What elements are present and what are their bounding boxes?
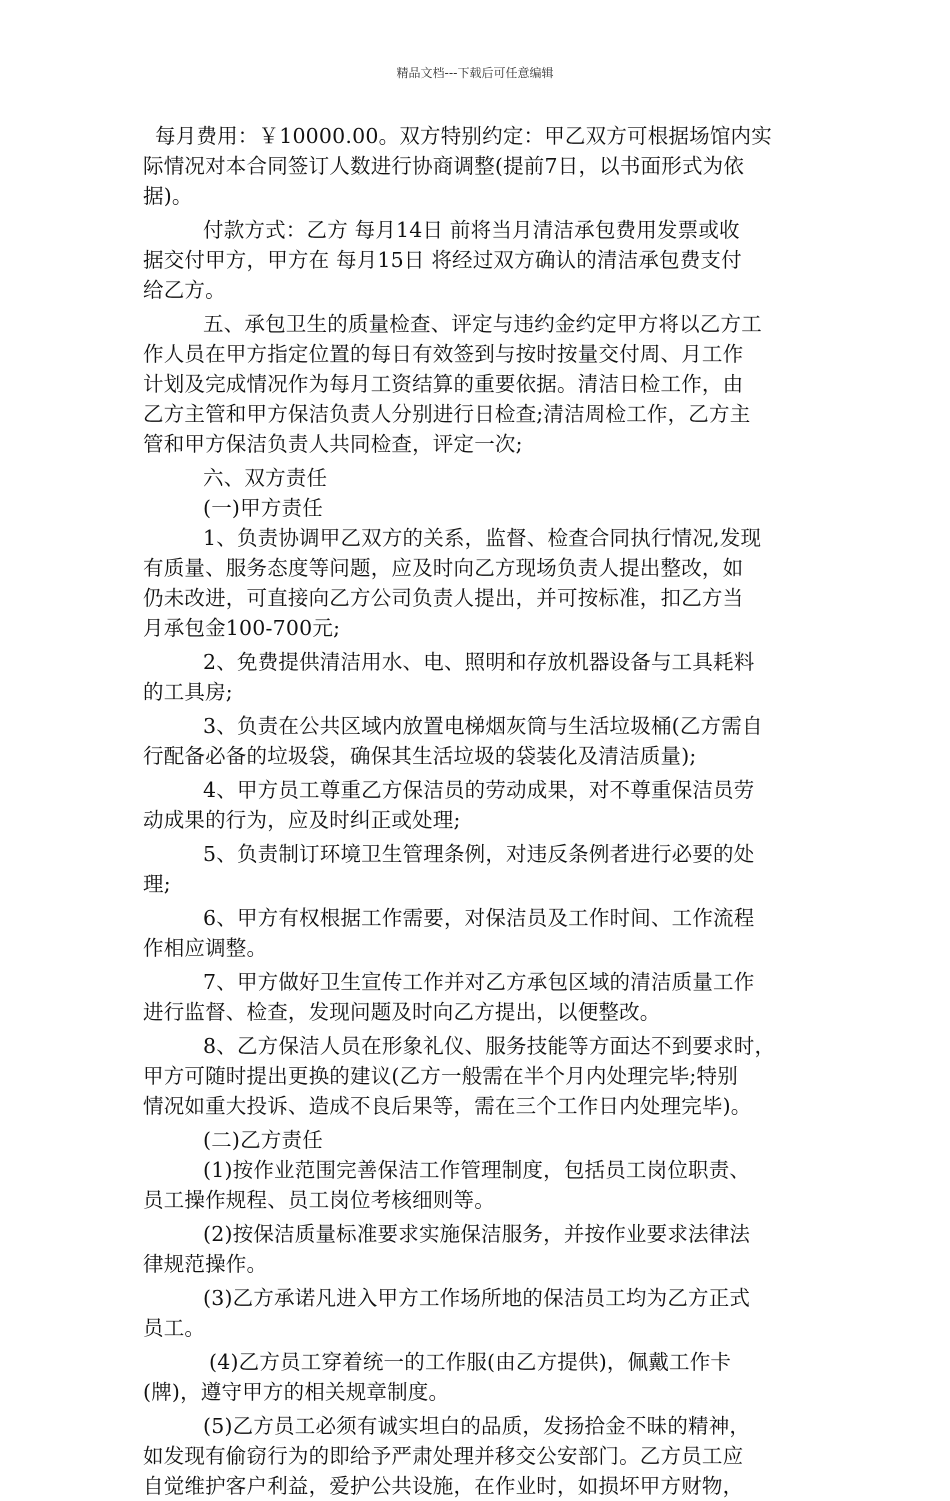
document-body [143,121,813,1501]
paragraph-line: (1)按作业范围完善保洁工作管理制度，包括员工岗位职责、 [203,1158,751,1182]
paragraph-line: 据)。 [143,184,193,208]
paragraph-line: 付款方式：乙方 每月14日 前将当月清洁承包费用发票或收 [203,218,740,242]
paragraph-line: 7、甲方做好卫生宣传工作并对乙方承包区域的清洁质量工作 [203,970,755,994]
subsection-heading: (二)乙方责任 [203,1128,323,1152]
paragraph-line: (4)乙方员工穿着统一的工作服(由乙方提供)，佩戴工作卡 [209,1350,732,1374]
paragraph-line: 作相应调整。 [143,936,268,960]
paragraph-line: 情况如重大投诉、造成不良后果等，需在三个工作日内处理完毕)。 [143,1094,752,1118]
paragraph-line: (5)乙方员工必须有诚实坦白的品质，发扬拾金不昧的精神， [203,1414,751,1438]
paragraph-line: 乙方主管和甲方保洁负责人分别进行日检查;清洁周检工作，乙方主 [143,402,751,426]
paragraph-line: 月承包金100-700元; [143,616,341,640]
paragraph-line: 甲方可随时提出更换的建议(乙方一般需在半个月内处理完毕;特别 [143,1064,738,1088]
paragraph-line: (牌)，遵守甲方的相关规章制度。 [143,1380,450,1404]
paragraph-line: 作人员在甲方指定位置的每日有效签到与按时按量交付周、月工作 [143,342,744,366]
page-header: 精品文档---下载后可任意编辑 [396,66,554,80]
paragraph-line: 的工具房; [143,680,233,704]
paragraph-line: 如发现有偷窃行为的即给予严肃处理并移交公安部门。乙方员工应 [143,1444,744,1468]
paragraph-line: 员工。 [143,1316,206,1340]
paragraph-line: 理; [143,872,171,896]
paragraph-line: 管和甲方保洁负责人共同检查，评定一次; [143,432,523,456]
subsection-heading: (一)甲方责任 [203,496,323,520]
paragraph-line: 自觉维护客户利益，爱护公共设施，在作业时，如损坏甲方财物， [143,1474,744,1498]
paragraph-line: (2)按保洁质量标准要求实施保洁服务，并按作业要求法律法 [203,1222,751,1246]
paragraph-line: 8、乙方保洁人员在形象礼仪、服务技能等方面达不到要求时， [203,1034,776,1058]
paragraph-line: 每月费用：￥10000.00。双方特别约定：甲乙双方可根据场馆内实 [155,124,772,148]
paragraph-line: 律规范操作。 [143,1252,268,1276]
paragraph-line: 据交付甲方，甲方在 每月15日 将经过双方确认的清洁承包费支付 [143,248,742,272]
paragraph-line: 员工操作规程、员工岗位考核细则等。 [143,1188,495,1212]
section-heading: 六、双方责任 [203,466,328,490]
paragraph-line: (3)乙方承诺凡进入甲方工作场所地的保洁员工均为乙方正式 [203,1286,751,1310]
paragraph-line: 行配备必备的垃圾袋，确保其生活垃圾的袋装化及清洁质量); [143,744,697,768]
paragraph-line: 2、免费提供清洁用水、电、照明和存放机器设备与工具耗料 [203,650,755,674]
paragraph-line: 动成果的行为，应及时纠正或处理; [143,808,461,832]
paragraph-line: 五、承包卫生的质量检查、评定与违约金约定甲方将以乙方工 [203,312,762,336]
paragraph-line: 4、甲方员工尊重乙方保洁员的劳动成果，对不尊重保洁员劳 [203,778,755,802]
paragraph-line: 3、负责在公共区域内放置电梯烟灰筒与生活垃圾桶(乙方需自 [203,714,763,738]
paragraph-line: 仍未改进，可直接向乙方公司负责人提出，并可按标准，扣乙方当 [143,586,744,610]
paragraph-line: 计划及完成情况作为每月工资结算的重要依据。清洁日检工作，由 [143,372,744,396]
paragraph-line: 进行监督、检查，发现问题及时向乙方提出，以便整改。 [143,1000,661,1024]
paragraph-line: 给乙方。 [143,278,226,302]
paragraph-line: 际情况对本合同签订人数进行协商调整(提前7日，以书面形式为依 [143,154,745,178]
paragraph-line: 5、负责制订环境卫生管理条例，对违反条例者进行必要的处 [203,842,755,866]
paragraph-line: 1、负责协调甲乙双方的关系，监督、检查合同执行情况,发现 [203,526,762,550]
paragraph-line: 6、甲方有权根据工作需要，对保洁员及工作时间、工作流程 [203,906,755,930]
paragraph-line: 有质量、服务态度等问题，应及时向乙方现场负责人提出整改，如 [143,556,744,580]
